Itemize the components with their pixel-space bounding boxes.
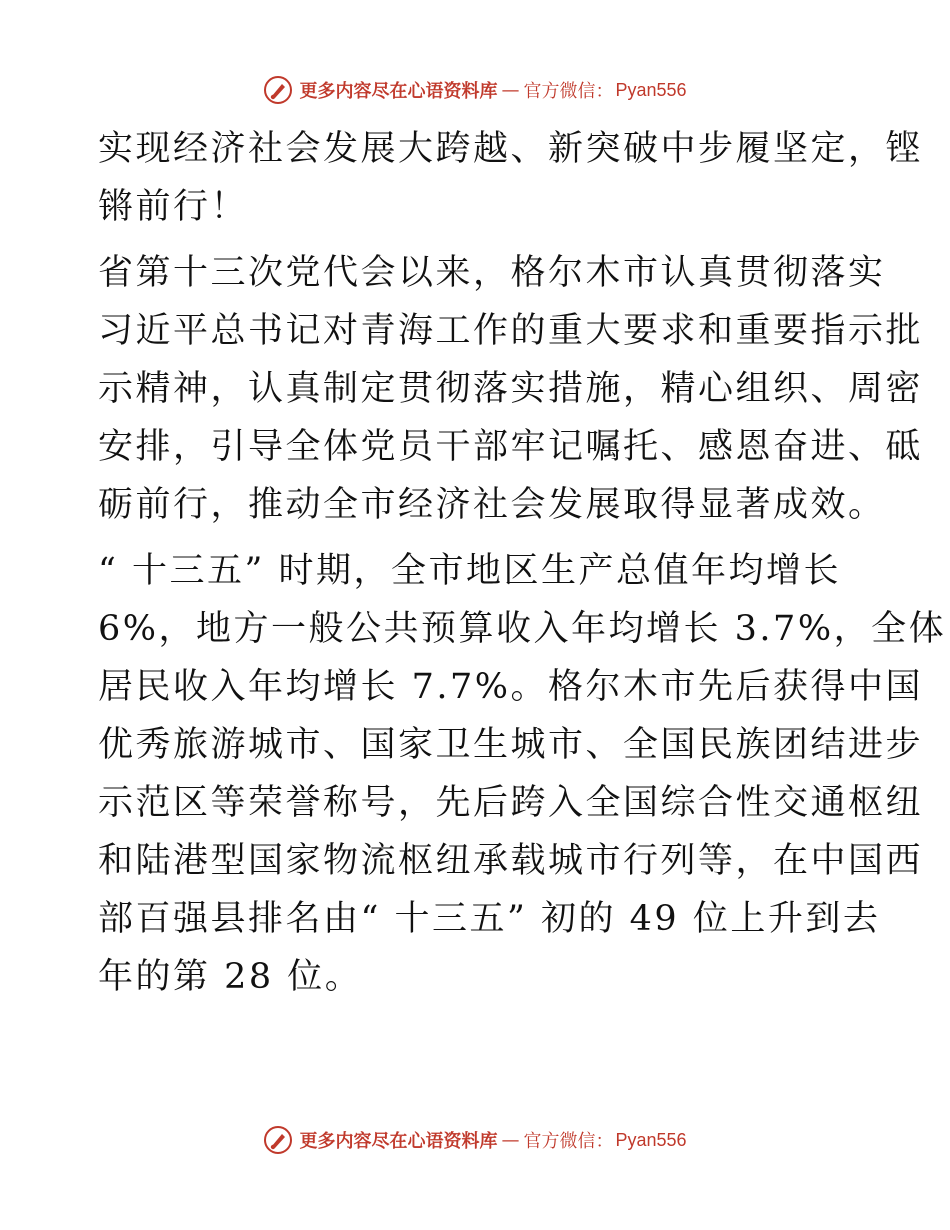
watermark-wechat-id: Pyan556	[615, 79, 687, 100]
pen-nib-logo-icon	[263, 1125, 293, 1155]
watermark-separator: —	[501, 79, 520, 101]
watermark-main-text: 更多内容尽在心语资料库	[299, 1131, 498, 1152]
text-line: 砺前行，推动全市经济社会发展取得显著成效。	[98, 485, 886, 525]
watermark-sub-text: 官方微信：	[523, 81, 614, 102]
text-line: 示范区等荣誉称号，先后跨入全国综合性交通枢纽	[98, 783, 924, 823]
text-line: 居民收入年均增长 7.7%。格尔木市先后获得中国	[98, 667, 924, 707]
text-line: “ 十三五” 时期，全市地区生产总值年均增长	[98, 551, 842, 591]
watermark-wechat-id: Pyan556	[615, 1129, 687, 1150]
paragraph-2	[98, 244, 924, 534]
text-line: 习近平总书记对青海工作的重大要求和重要指示批	[98, 311, 924, 351]
text-line: 实现经济社会发展大跨越、新突破中步履坚定，铿	[98, 129, 924, 169]
text-line: 示精神，认真制定贯彻落实措施，精心组织、周密	[98, 369, 924, 409]
footer-watermark	[0, 1120, 950, 1160]
document-body	[98, 120, 947, 1006]
text-line: 部百强县排名由“ 十三五” 初的 49 位上升到去	[98, 899, 881, 939]
text-line: 省第十三次党代会以来，格尔木市认真贯彻落实	[98, 253, 886, 293]
watermark-main-text: 更多内容尽在心语资料库	[299, 81, 498, 102]
text-line: 安排，引导全体党员干部牢记嘱托、感恩奋进、砥	[98, 427, 924, 467]
text-line: 年的第 28 位。	[98, 957, 363, 997]
text-line: 6%，地方一般公共预算收入年均增长 3.7%，全体	[98, 609, 947, 649]
header-watermark	[0, 70, 950, 110]
watermark-sub-text: 官方微信：	[523, 1131, 614, 1152]
text-line: 优秀旅游城市、国家卫生城市、全国民族团结进步	[98, 725, 924, 765]
watermark-separator: —	[501, 1129, 520, 1151]
paragraph-3	[98, 542, 947, 1006]
pen-nib-logo-icon	[263, 75, 293, 105]
paragraph-1	[98, 120, 924, 236]
text-line: 锵前行！	[98, 187, 249, 227]
text-line: 和陆港型国家物流枢纽承载城市行列等，在中国西	[98, 841, 924, 881]
